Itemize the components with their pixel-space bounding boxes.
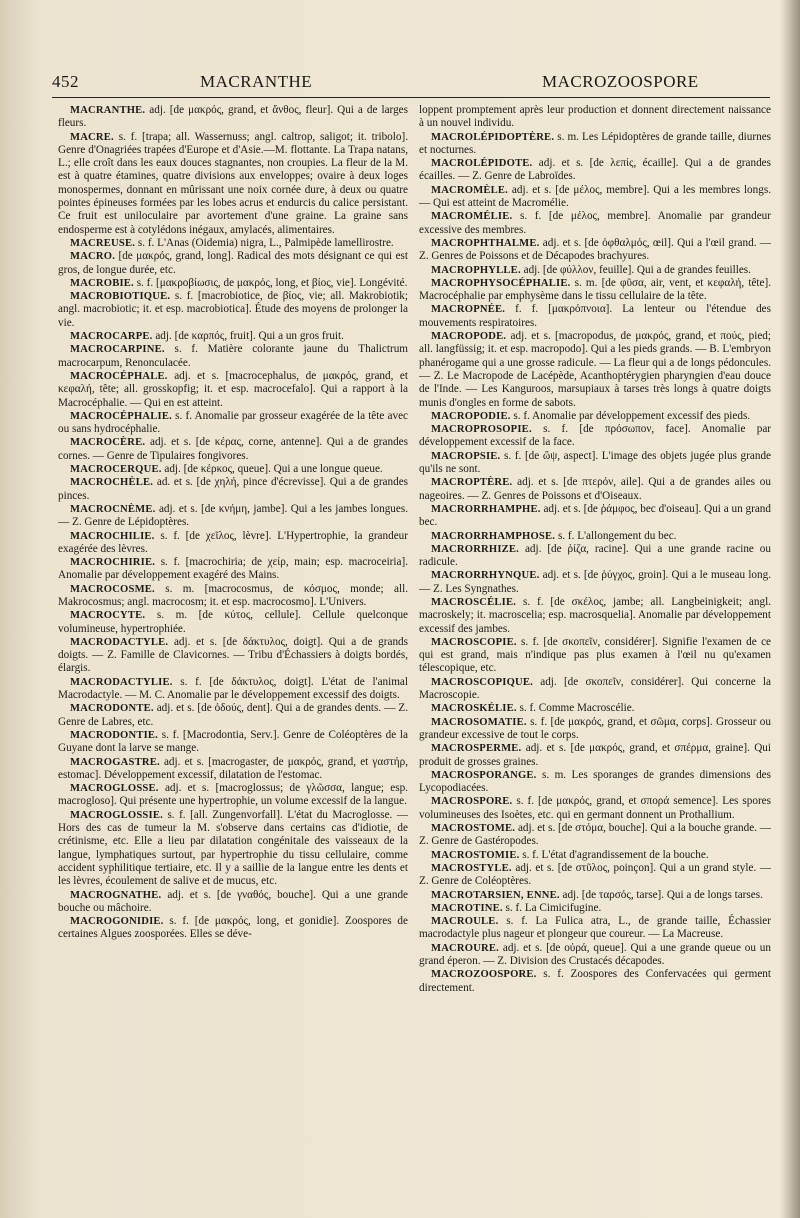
right-column xyxy=(419,104,771,1194)
dictionary-entry xyxy=(58,370,408,410)
entry-text: s. f. [macrobiotice, de βίος, vie; all. Makrobiotik; angl. macrobiotic; it. et esp. macrobiotica]. Étude des moyens de prolonger la vie. xyxy=(58,290,408,329)
dictionary-entry xyxy=(419,104,771,131)
dictionary-entry xyxy=(419,157,771,184)
dictionary-entry xyxy=(58,915,408,942)
entry-headword: MACROCYTE. xyxy=(70,610,146,622)
entry-headword: MACROPNÉE. xyxy=(431,304,506,316)
entry-text: s. f. [de μέλος, membre]. Anomalie par grandeur excessive des membres. xyxy=(419,210,771,236)
entry-headword: MACRODONTIE. xyxy=(70,729,159,741)
dictionary-entry xyxy=(419,716,771,743)
entry-headword: MACROSTYLE. xyxy=(431,862,512,874)
dictionary-entry xyxy=(58,237,408,250)
entry-headword: MACRANTHE. xyxy=(70,105,146,116)
dictionary-entry xyxy=(419,503,771,530)
entry-text: s. f. [de πρόσωπον, face]. Anomalie par développement excessif de la face. xyxy=(419,423,771,449)
entry-text: s. f. Anomalie par développement excessif des pieds. xyxy=(513,409,751,422)
entry-headword: MACRODONTE. xyxy=(70,703,154,715)
dictionary-entry xyxy=(58,676,408,703)
dictionary-entry xyxy=(58,809,408,889)
entry-text: s. f. [trapa; all. Wassernuss; angl. caltrop, saligot; it. tribolo]. Genre d'Onagriées trapées d'Europe et d'Asie.—M. flottante. La Trapa natans, L.; elle croît dans les eaux douces stagnantes, non croupies. La fleur de la M. est à quatre étamines, quatre divisions aux enveloppes; ovaire à deux loges monospermes, donnant en mûrissant une noix cornée dure, à deux ou quatre pointes épineuses formées par les lobes acrus et endurcis du calice persistant. Ce fruit est uniloculaire par avortement d'une graine. La graine sans endosperme est à cotylédons inégaux, amylacés, alimentaires. xyxy=(58,130,408,236)
entry-text: s. f. [de σκέλος, jambe; all. Langbeinigkeit; angl. macroskely; it. macroscelia; esp. macrosquelia]. Anomalie par développement excessif des jambes. xyxy=(419,595,771,635)
entry-headword: MACROPHTHALME. xyxy=(431,237,540,249)
dictionary-entry xyxy=(419,902,771,915)
dictionary-entry xyxy=(419,210,771,237)
dictionary-entry xyxy=(419,968,771,995)
dictionary-entry xyxy=(58,756,408,783)
entry-headword: MACROSTOMIE. xyxy=(431,849,520,861)
entry-headword: MACROMÉLIE. xyxy=(431,211,513,223)
entry-text: adj. et s. [de ὀφθαλμός, œil]. Qui a l'œil grand. — Z. Genres de Poissons et de Décapodes brachyures. xyxy=(419,236,771,263)
entry-headword: MACRODACTYLIE. xyxy=(70,676,173,688)
entry-headword: MACROCHÈLE. xyxy=(70,477,154,489)
dictionary-entry xyxy=(419,942,771,969)
entry-headword: MACROCÉPHALE. xyxy=(70,370,168,382)
entry-text: s. f. L'allongement du bec. xyxy=(557,529,677,542)
entry-text: ad. et s. [de χηλή, pince d'écrevisse]. Qui a de grandes pinces. xyxy=(58,476,408,502)
entry-text: s. f. [de μακρός, grand, et σπορά semence]. Les spores volumineuses des Isoètes, etc. qui en germant donnent un Prothallium. xyxy=(419,795,771,821)
dictionary-entry xyxy=(419,303,771,330)
entry-headword: MACRO. xyxy=(70,251,116,263)
entry-text: s. f. [all. Zungenvorfall]. L'état du Macroglosse. — Hors des cas de tumeur la M. s'observe dans certains cas d'idiotie, de crétinisme, etc. Elle a lieu par dilatation congénitale des vaisseaux de la langue, lymphatiques surtout, par hypertrophie du tissu cellulaire, comme accident syphilitique tertiaire, etc. Il y a saillie de la langue entre les dents et les lèvres, écoulement de salive et de mucus, etc. xyxy=(58,808,408,888)
entry-text: adj. et s. [de κέρας, corne, antenne]. Qui a de grandes cornes. — Genre de Tipulaires fongivores. xyxy=(58,436,408,462)
entry-headword: MACROPHYSOCÉPHALIE. xyxy=(431,277,571,289)
entry-headword: MACROSPORE. xyxy=(431,796,513,808)
dictionary-entry xyxy=(419,822,771,849)
entry-headword: MACROPSIE. xyxy=(431,450,501,462)
entry-text: s. f. Anomalie par grosseur exagérée de la tête avec ou sans hydrocéphalie. xyxy=(58,409,408,436)
entry-headword: MACROPODE. xyxy=(431,331,507,343)
entry-text: adj. et s. [de ὀδούς, dent]. Qui a de grandes dents. — Z. Genre de Labres, etc. xyxy=(58,702,408,728)
entry-headword: MACROBIOTIQUE. xyxy=(70,291,171,303)
dictionary-entry xyxy=(58,436,408,463)
dictionary-entry xyxy=(58,410,408,437)
entry-headword: MACROLÉPIDOPTÈRE. xyxy=(431,131,555,143)
dictionary-entry xyxy=(419,769,771,796)
dictionary-entry xyxy=(58,290,408,330)
entry-headword: MACROSKÉLIE. xyxy=(431,703,517,715)
entry-headword: MACROSCOPIE. xyxy=(431,636,517,648)
dictionary-entry xyxy=(419,889,771,902)
dictionary-entry xyxy=(58,503,408,530)
entry-headword: MACRORRHYNQUE. xyxy=(431,570,540,582)
entry-headword: MACROZOOSPORE. xyxy=(431,969,537,981)
dictionary-entry xyxy=(419,450,771,477)
entry-headword: MACROTINE. xyxy=(431,902,503,914)
dictionary-entry xyxy=(58,729,408,756)
entry-text: adj. et s. [de μέλος, membre]. Qui a les membres longs. — Qui est atteint de Macromélie. xyxy=(419,183,771,210)
dictionary-entry xyxy=(58,104,408,131)
entry-text: s. f. [de δάκτυλος, doigt]. L'état de l'animal Macrodactyle. — M. C. Anomalie par le développement excessif des doigts. xyxy=(58,675,408,702)
left-column xyxy=(58,104,408,1194)
entry-text: s. f. Matière colorante jaune du Thalictrum macrocarpum, Renonculacée. xyxy=(58,343,408,369)
entry-headword: MACROGLOSSIE. xyxy=(70,809,163,821)
entry-text: adj. [de ῥίζα, racine]. Qui a une grande racine ou radicule. xyxy=(419,542,771,569)
entry-text: adj. et s. [de ῥάμφος, bec d'oiseau]. Qui a un grand bec. xyxy=(419,502,771,529)
entry-headword: MACROSCÉLIE. xyxy=(431,596,517,608)
entry-headword: MACROGNATHE. xyxy=(70,889,162,901)
entry-text: adj. [de σκοπεῖν, considérer]. Qui concerne la Macroscopie. xyxy=(419,675,771,702)
entry-headword: MACROPTÈRE. xyxy=(431,477,513,489)
dictionary-entry xyxy=(58,131,408,237)
entry-text: s. f. [de σκοπεῖν, considérer]. Signifie l'examen de ce qui est grand, mais n'indique pas plus examen à l'œil nu qu'examen télescopique, etc. xyxy=(419,635,771,675)
entry-headword: MACRORRHIZE. xyxy=(431,543,520,555)
entry-headword: MACROPROSOPIE. xyxy=(431,424,532,436)
entry-headword: MACROCARPINE. xyxy=(70,344,165,356)
entry-text: adj. et s. [de στόμα, bouche]. Qui a la bouche grande. — Z. Genre de Gastéropodes. xyxy=(419,822,771,848)
running-head-right: MACROZOOSPORE xyxy=(542,72,699,91)
entry-text: adj. et s. [de μακρός, grand, et σπέρμα, graine]. Qui produit de grosses graines. xyxy=(419,742,771,768)
dictionary-entry xyxy=(419,330,771,410)
dictionary-entry xyxy=(419,530,771,543)
dictionary-entry xyxy=(58,343,408,370)
entry-headword: MACROPODIE. xyxy=(431,410,511,422)
dictionary-entry xyxy=(419,476,771,503)
dictionary-entry xyxy=(419,184,771,211)
dictionary-entry xyxy=(419,636,771,676)
dictionary-entry xyxy=(419,543,771,570)
dictionary-entry xyxy=(419,237,771,264)
dictionary-entry xyxy=(419,131,771,158)
entry-headword: MACROGLOSSE. xyxy=(70,783,159,795)
entry-text: s. f. [Macrodontia, Serv.]. Genre de Coléoptères de la Guyane dont la larve se mange. xyxy=(58,728,408,755)
entry-text: adj. et s. [macrogaster, de μακρός, grand, et γαστήρ, estomac]. Développement excessif, dilatation de l'estomac. xyxy=(58,755,408,781)
entry-headword: MACROGASTRE. xyxy=(70,756,160,768)
dictionary-entry xyxy=(58,463,408,476)
entry-text: s. f. L'état d'agrandissement de la bouche. xyxy=(522,848,709,861)
dictionary-entry xyxy=(58,702,408,729)
entry-headword: MACROMÈLE. xyxy=(431,184,509,196)
entry-headword: MACROTARSIEN, ENNE. xyxy=(431,889,560,901)
entry-text: s. m. Les sporanges de grandes dimensions des Lycopodiacées. xyxy=(419,768,771,795)
entry-text: adj. [de φύλλον, feuille]. Qui a de grandes feuilles. xyxy=(523,263,751,276)
entry-headword: MACROCÈRE. xyxy=(70,437,146,449)
dictionary-entry xyxy=(58,476,408,503)
entry-headword: MACROSCOPIQUE. xyxy=(431,676,533,688)
entry-text: adj. et s. [de στῦλος, poinçon]. Qui a un grand style. — Z. Genre de Coléoptères. xyxy=(419,861,771,888)
entry-headword: MACROULE. xyxy=(431,916,499,928)
dictionary-entry xyxy=(419,676,771,703)
dictionary-entry xyxy=(419,795,771,822)
entry-headword: MACRODACTYLE. xyxy=(70,636,169,648)
entry-headword: MACROLÉPIDOTE. xyxy=(431,158,533,170)
entry-text: s. f. [de μακρός, grand, et σῶμα, corps]. Grosseur ou grandeur excessive de tout le corps. xyxy=(419,715,771,741)
entry-text: s. m. Les Lépidoptères de grande taille, diurnes et nocturnes. xyxy=(419,130,771,156)
entry-headword: MACROSTOME. xyxy=(431,823,516,835)
entry-headword: MACROCÉPHALIE. xyxy=(70,410,172,422)
running-head-left: MACRANTHE xyxy=(200,72,313,91)
entry-text: adj. et s. [macroglossus; de γλῶσσα, langue; esp. macrogloso]. Qui présente une hypertrophie, un volume excessif de la langue. xyxy=(58,782,408,808)
entry-text: adj. et s. [de γναθός, bouche]. Qui a une grande bouche ou mâchoire. xyxy=(58,888,408,914)
dictionary-entry xyxy=(419,423,771,450)
entry-headword: MACROPHYLLE. xyxy=(431,264,521,276)
dictionary-entry xyxy=(419,742,771,769)
entry-text: s. f. [de χεῖλος, lèvre]. L'Hypertrophie, la grandeur exagérée des lèvres. xyxy=(58,529,408,555)
entry-headword: MACROCERQUE. xyxy=(70,464,162,476)
entry-text: s. f. Comme Macroscélie. xyxy=(519,702,635,715)
dictionary-entry xyxy=(419,569,771,596)
entry-text: s. f. La Cimicifugine. xyxy=(505,901,602,914)
dictionary-entry xyxy=(58,250,408,277)
entry-headword: MACROBIE. xyxy=(70,277,134,289)
dictionary-entry xyxy=(58,636,408,676)
page-number: 452 xyxy=(52,72,79,91)
entry-text: f. f. [μακρόπνοια]. La lenteur ou l'étendue des mouvements respiratoires. xyxy=(419,303,771,329)
entry-text: s. f. Zoospores des Confervacées qui germent directement. xyxy=(419,968,771,994)
entry-headword: MACROURE. xyxy=(431,942,500,954)
dictionary-entry xyxy=(419,264,771,277)
entry-text: adj. et s. [de πτερόν, aile]. Qui a de grandes ailes ou nageoires. — Z. Genres de Poissons et d'Oiseaux. xyxy=(419,476,771,502)
entry-headword: MACROCOSME. xyxy=(70,583,155,595)
entry-text: adj. et s. [de ῥύγχος, groin]. Qui a le museau long. — Z. Les Syngnathes. xyxy=(419,569,771,595)
entry-text: adj. et s. [de δάκτυλος, doigt]. Qui a de grands doigts. — Z. Famille de Clavicornes. — Tribu d'Échassiers à doigts bordés, élargis. xyxy=(58,635,408,675)
entry-text: s. f. [de ὤψ, aspect]. L'image des objets jugée plus grande qu'ils ne sont. xyxy=(419,449,771,476)
dictionary-entry xyxy=(419,915,771,942)
entry-headword: MACROCHILIE. xyxy=(70,530,155,542)
entry-headword: MACREUSE. xyxy=(70,237,136,249)
entry-headword: MACROCNÈME. xyxy=(70,503,156,515)
entry-headword: MACROCHIRIE. xyxy=(70,557,156,569)
dictionary-entry xyxy=(419,277,771,304)
entry-text: s. f. L'Anas (Oidemia) nigra, L., Palmipède lamellirostre. xyxy=(137,236,394,249)
entry-text: adj. et s. [macropodus, de μακρός, grand, et πούς, pied; all. langfüssig; it. et esp. macropodo]. Qui a les pieds grands. — B. L'embryon phanérogame qui a une grosse radicule. — La fleur qui a de longs pédoncules. — Z. Le Macropode de Lacépède, Acanthoptérygien pharyngien d'eau douce de l'Inde. — Les Kanguroos, marsupiaux à tarses très longs à quatre doigts munis d'ongles en forme de sabots. xyxy=(419,330,771,409)
entry-text: loppent promptement après leur production et donnent directement naissance à un nouvel individu. xyxy=(419,104,771,130)
entry-text: adj. [de κέρκος, queue]. Qui a une longue queue. xyxy=(164,463,383,476)
entry-text: s. m. [de κύτος, cellule]. Cellule quelconque volumineuse, hypertrophiée. xyxy=(58,609,408,635)
header-rule xyxy=(52,97,770,98)
entry-headword: MACRORRHAMPHOSE. xyxy=(431,530,556,542)
entry-headword: MACROSPORANGE. xyxy=(431,769,537,781)
entry-text: s. f. [macrochiria; de χείρ, main; esp. macroceiria]. Anomalie par développement exagéré des Mains. xyxy=(58,556,408,582)
entry-text: s. f. [μακροβίωσις, de μακρός, long, et βίος, vie]. Longévité. xyxy=(136,276,408,289)
entry-text: adj. [de ταρσός, tarse]. Qui a de longs tarses. xyxy=(562,888,763,901)
dictionary-entry xyxy=(58,556,408,583)
dictionary-entry xyxy=(419,849,771,862)
entry-headword: MACROSPERME. xyxy=(431,743,522,755)
entry-text: [de μακρός, grand, long]. Radical des mots désignant ce qui est gros, de longue durée, etc. xyxy=(58,250,408,276)
entry-text: adj. [de μακρός, grand, et ἄνθος, fleur]. Qui a de larges fleurs. xyxy=(58,104,408,130)
entry-headword: MACROSOMATIE. xyxy=(431,716,527,728)
entry-text: s. m. [de φῦσα, air, vent, et κεφαλή, tête]. Macrocéphalie par emphysème dans le tissu cellulaire de la tête. xyxy=(419,276,771,303)
dictionary-entry xyxy=(58,889,408,916)
dictionary-entry xyxy=(58,277,408,290)
dictionary-entry xyxy=(419,596,771,636)
dictionary-entry xyxy=(58,530,408,557)
dictionary-entry xyxy=(58,583,408,610)
dictionary-entry xyxy=(419,702,771,715)
dictionary-entry xyxy=(419,410,771,423)
page-header xyxy=(52,72,770,96)
entry-text: adj. [de καρπός, fruit]. Qui a un gros fruit. xyxy=(155,330,344,343)
entry-headword: MACROCARPE. xyxy=(70,331,153,343)
dictionary-entry xyxy=(58,782,408,809)
entry-text: adj. et s. [de λεπίς, écaille]. Qui a de grandes écailles. — Z. Genre de Labroïdes. xyxy=(419,157,771,183)
entry-text: s. f. La Fulica atra, L., de grande taille, Échassier macrodactyle plus nageur et plongeur que coureur. — La Macreuse. xyxy=(419,915,771,941)
dictionary-entry xyxy=(419,862,771,889)
entry-headword: MACROGONIDIE. xyxy=(70,916,164,928)
entry-headword: MACRORRHAMPHE. xyxy=(431,503,541,515)
entry-text: adj. et s. [de οὐρά, queue]. Qui a une grande queue ou un grand éperon. — Z. Division des Crustacés décapodes. xyxy=(419,941,771,967)
entry-text: s. f. [de μακρός, long, et gonidie]. Zoospores de certaines Algues zoosporées. Elles se déve- xyxy=(58,915,408,941)
dictionary-entry xyxy=(58,609,408,636)
entry-text: s. m. [macrocosmus, de κόσμος, monde; all. Makrocosmus; angl. macrocosm; it. et esp. macrocosmo]. L'Univers. xyxy=(58,582,408,608)
entry-text: adj. et s. [macrocephalus, de μακρός, grand, et κεφαλή, tête; all. grosskopfig; it. et esp. macrocefalo]. Qui a rapport à la Macrocéphalie. — Qui en est atteint. xyxy=(58,369,408,409)
entry-text: adj. et s. [de κνήμη, jambe]. Qui a les jambes longues. — Z. Genre de Lépidoptères. xyxy=(58,502,408,529)
dictionary-entry xyxy=(58,330,408,343)
entry-headword: MACRE. xyxy=(70,131,114,143)
